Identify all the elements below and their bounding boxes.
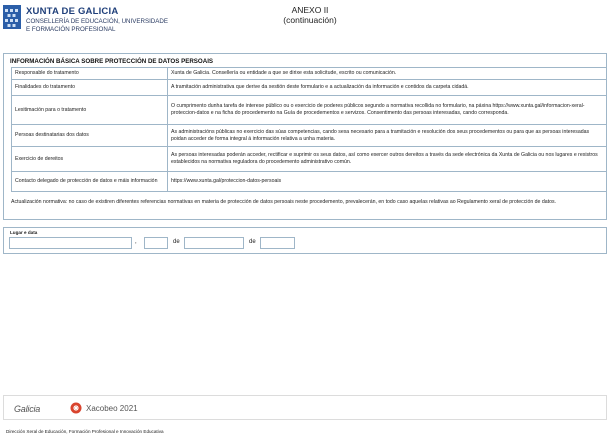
table-row xyxy=(12,125,607,147)
place-date-label: Lugar e data xyxy=(10,230,38,235)
row-key: Lexitimación para o tratamento xyxy=(12,96,168,125)
comma-separator: , xyxy=(135,239,137,245)
logo-subtitle xyxy=(26,18,168,33)
data-protection-title: INFORMACIÓN BÁSICA SOBRE PROTECCIÓN DE DATOS PERSOAIS xyxy=(10,58,214,65)
table-row xyxy=(12,172,607,192)
de-separator: de xyxy=(173,239,180,245)
xacobeo-brand: Xacobeo 2021 xyxy=(86,404,138,413)
row-value: Xunta de Galicia. Consellería ou entidade a que se dirixe esta solicitude, escrito ou comunicación. xyxy=(168,68,607,80)
row-key: Finalidades do tratamento xyxy=(12,80,168,96)
table-row xyxy=(12,80,607,96)
page-header xyxy=(0,0,615,44)
row-key: Responsable do tratamento xyxy=(12,68,168,80)
row-value: As persoas interesadas poderán acceder, rectificar e suprimir os seus datos, así como exercer outros dereitos a través da sede electrónica da Xunta de Galicia ou nos lugares e rexistros establecidos na normativa reguladora do procedemento administrativo común. xyxy=(168,147,607,172)
logo-subtitle-line2: E FORMACIÓN PROFESIONAL xyxy=(26,25,116,33)
day-input[interactable] xyxy=(144,237,168,249)
table-row xyxy=(12,68,607,80)
xunta-crest-icon xyxy=(3,5,21,29)
data-protection-panel xyxy=(3,53,607,220)
month-input[interactable] xyxy=(184,237,244,249)
logo-subtitle-line1: CONSELLERÍA DE EDUCACIÓN, UNIVERSIDADE xyxy=(26,18,169,25)
table-row xyxy=(12,147,607,172)
xacobeo-icon xyxy=(70,402,82,414)
annex-heading xyxy=(240,5,380,25)
de-separator: de xyxy=(249,239,256,245)
table-row xyxy=(12,96,607,125)
row-key: Persoas destinatarias dos datos xyxy=(12,125,168,147)
normative-update-note: Actualización normativa: no caso de existiren diferentes referencias normativas en materia de protección de datos persoais neste procedemento, prevalecerán, en todo caso aquelas relativas ao Regulamento xeral de protección de datos. xyxy=(11,199,557,205)
place-input[interactable] xyxy=(9,237,132,249)
row-value: As administracións públicas no exercicio das súas competencias, cando sexa necesario para a tramitación e resolución dos seus procedementos ou para que as persoas interesadas poidan acceder de forma integral á información relativa a unha materia. xyxy=(168,125,607,147)
place-date-section xyxy=(3,227,607,254)
row-key: Exercicio de dereitos xyxy=(12,147,168,172)
direccion-xeral: Dirección Xeral de Educación, Formación Profesional e Innovación Educativa xyxy=(6,429,164,434)
row-key: Contacto delegado de protección de datos e máis información xyxy=(12,172,168,192)
row-value: A tramitación administrativa que derive da xestión deste formulario e a actualización da información e contidos da carpeta cidadá. xyxy=(168,80,607,96)
logo-title: XUNTA DE GALICIA xyxy=(26,6,119,17)
galicia-brand: Galicia xyxy=(14,404,41,414)
annex-subtitle: (continuación) xyxy=(283,15,337,25)
year-input[interactable] xyxy=(260,237,295,249)
annex-title: ANEXO II xyxy=(291,5,329,15)
row-value: O cumprimento dunha tarefa de interese público ou o exercicio de poderes públicos segundo a normativa recollida no formulario, na páxina https://www.xunta.gal/informacion-xeral-proteccion-datos e na ficha do procedemento na Guía de procedementos e servizos. Consentimento das persoas interesadas, cando corresponda. xyxy=(168,96,607,125)
data-protection-table xyxy=(11,67,607,192)
row-value: https://www.xunta.gal/proteccion-datos-persoais xyxy=(168,172,607,192)
